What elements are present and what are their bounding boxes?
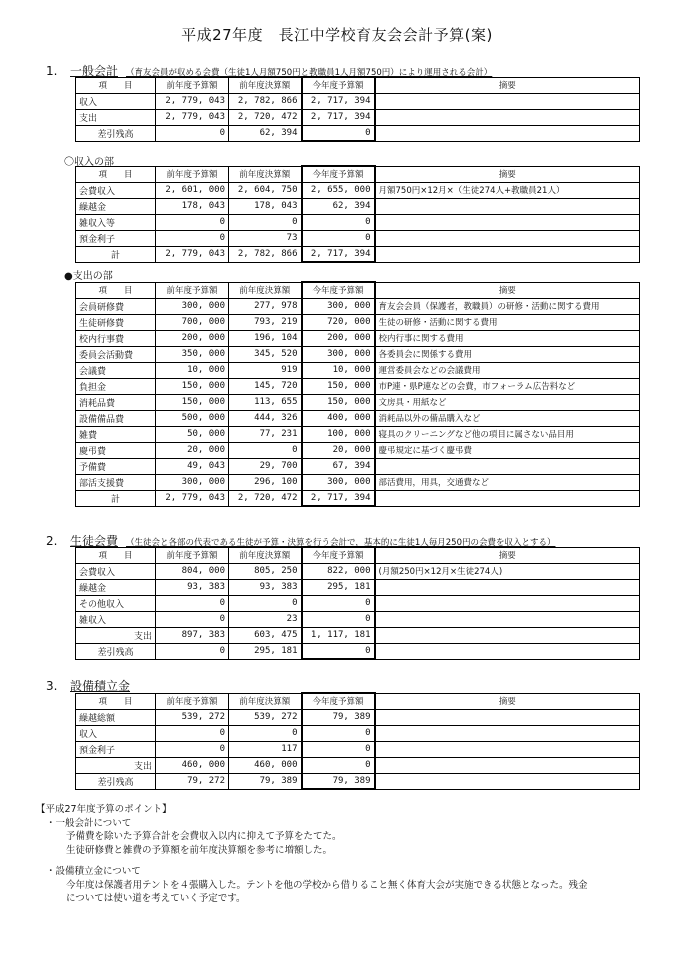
table-row [76,442,640,458]
this-budget-value: 79, 389 [302,773,375,789]
memo-value: 各委員会に関係する費用 [375,346,640,362]
memo-value: 部活費用，用具，交通費など [375,474,640,490]
memo-value: 運営委員会などの会議費用 [375,362,640,378]
memo-value [375,709,640,725]
prev-budget-value: 2, 779, 043 [156,246,229,262]
table-row [76,757,640,773]
budget-points [36,803,588,906]
point-2-line-1: 今年度は保護者用テントを４張購入した。テントを他の学校から借りること無く体育大会が実施できる状態となった。残金 [66,879,588,891]
row-label: 負担金 [76,378,156,394]
row-label: 慶弔費 [76,442,156,458]
prev-settlement-value: 0 [229,725,302,741]
section-note: （生徒会と各部の代表である生徒が予算・決算を行う会計で，基本的に生徒1人毎月250円の会費を収入とする） [126,538,556,548]
row-label: 収入 [76,93,156,109]
table-row [76,458,640,474]
section-name: 生徒会費 [70,534,119,548]
table-row [76,725,640,741]
header-item: 項 目 [76,166,156,182]
prev-settlement-value: 603, 475 [229,627,302,643]
memo-value: 慶弔規定に基づく慶弔費 [375,442,640,458]
memo-value [375,490,640,506]
section-note: （育友会員が収める会費（生徒1人月額750円と教職員1人月額750円）により運用される会計） [126,68,493,78]
row-label: 差引残高 [76,125,156,141]
table-row [76,182,640,198]
table-row [76,214,640,230]
this-budget-value: 2, 655, 000 [302,182,375,198]
header-item: 項 目 [76,693,156,709]
this-budget-value: 300, 000 [302,474,375,490]
row-label: 予備費 [76,458,156,474]
prev-settlement-value: 919 [229,362,302,378]
prev-budget-value: 10, 000 [156,362,229,378]
header-memo: 摘要 [375,547,640,563]
prev-budget-value: 350, 000 [156,346,229,362]
row-label: 会員研修費 [76,298,156,314]
prev-settlement-value: 73 [229,230,302,246]
memo-value [375,579,640,595]
header-item: 項 目 [76,77,156,93]
section-name: 一般会計 [70,64,119,78]
header-memo: 摘要 [375,282,640,298]
prev-settlement-value: 2, 720, 472 [229,490,302,506]
memo-value [375,246,640,262]
header-prev-budget: 前年度予算額 [156,547,229,563]
table-row [76,314,640,330]
table-row [76,230,640,246]
table-row [76,595,640,611]
header-memo: 摘要 [375,693,640,709]
row-label: 会議費 [76,362,156,378]
prev-budget-value: 79, 272 [156,773,229,789]
point-1-line-2: 生徒研修費と雑費の予算額を前年度決算額を参考に増額した。 [66,844,333,856]
memo-value [375,757,640,773]
table-header-row [76,77,640,93]
header-this-budget: 今年度予算額 [302,77,375,93]
this-budget-value: 100, 000 [302,426,375,442]
header-prev-settlement: 前年度決算額 [229,166,302,182]
header-prev-budget: 前年度予算額 [156,693,229,709]
prev-settlement-value: 793, 219 [229,314,302,330]
this-budget-value: 2, 717, 394 [302,109,375,125]
prev-budget-value: 460, 000 [156,757,229,773]
prev-settlement-value: 29, 700 [229,458,302,474]
prev-budget-value: 2, 601, 000 [156,182,229,198]
header-prev-settlement: 前年度決算額 [229,282,302,298]
this-budget-value: 79, 389 [302,709,375,725]
prev-settlement-value: 62, 394 [229,125,302,141]
table-row [76,378,640,394]
table-row [76,709,640,725]
memo-value [375,741,640,757]
prev-budget-value: 500, 000 [156,410,229,426]
prev-settlement-value: 539, 272 [229,709,302,725]
prev-budget-value: 150, 000 [156,394,229,410]
header-item: 項 目 [76,282,156,298]
table-row [76,246,640,262]
prev-settlement-value: 0 [229,214,302,230]
table-row [76,563,640,579]
table-header-row [76,282,640,298]
row-label: 校内行事費 [76,330,156,346]
prev-budget-value: 804, 000 [156,563,229,579]
table-row [76,627,640,643]
this-budget-value: 1, 117, 181 [302,627,375,643]
table-row [76,109,640,125]
row-label: 差引残高 [76,643,156,659]
memo-value: 月額750円×12月×（生徒274人+教職員21人） [375,182,640,198]
memo-value [375,125,640,141]
prev-budget-value: 2, 779, 043 [156,93,229,109]
table-row [76,346,640,362]
row-label: 雑費 [76,426,156,442]
table-header-row [76,547,640,563]
prev-budget-value: 0 [156,125,229,141]
memo-value: 消耗品以外の備品購入など [375,410,640,426]
this-budget-value: 2, 717, 394 [302,490,375,506]
this-budget-value: 0 [302,643,375,659]
row-label: 委員会活動費 [76,346,156,362]
table-header-row [76,166,640,182]
prev-budget-value: 0 [156,214,229,230]
row-label: 支出 [76,109,156,125]
memo-value [375,198,640,214]
table-row [76,490,640,506]
row-label: 支出 [76,757,156,773]
prev-budget-value: 150, 000 [156,378,229,394]
prev-settlement-value: 93, 383 [229,579,302,595]
header-prev-budget: 前年度予算額 [156,282,229,298]
prev-settlement-value: 345, 520 [229,346,302,362]
row-label: 会費収入 [76,563,156,579]
table-row [76,394,640,410]
memo-value [375,214,640,230]
memo-value: 育友会会員（保護者，教職員）の研修・活動に関する費用 [375,298,640,314]
table-row [76,330,640,346]
prev-settlement-value: 196, 104 [229,330,302,346]
section-number: 2. [46,534,58,548]
table-row [76,611,640,627]
this-budget-value: 0 [302,230,375,246]
prev-budget-value: 0 [156,230,229,246]
this-budget-value: 200, 000 [302,330,375,346]
prev-settlement-value: 295, 181 [229,643,302,659]
this-budget-value: 2, 717, 394 [302,246,375,262]
this-budget-value: 0 [302,611,375,627]
prev-settlement-value: 79, 389 [229,773,302,789]
section-number: 1. [46,64,58,78]
memo-value [375,611,640,627]
table-row [76,579,640,595]
income-heading: 〇収入の部 [64,157,114,168]
prev-budget-value: 0 [156,725,229,741]
row-label: 収入 [76,725,156,741]
row-label: 支出 [76,627,156,643]
this-budget-value: 150, 000 [302,394,375,410]
memo-value: 市P連・県P連などの会費，市フォーラム広告料など [375,378,640,394]
header-this-budget: 今年度予算額 [302,282,375,298]
header-this-budget: 今年度予算額 [302,547,375,563]
memo-value: 生徒の研修・活動に関する費用 [375,314,640,330]
table-row [76,741,640,757]
row-label: 雑収入等 [76,214,156,230]
header-prev-settlement: 前年度決算額 [229,547,302,563]
this-budget-value: 150, 000 [302,378,375,394]
prev-budget-value: 93, 383 [156,579,229,595]
row-label: 計 [76,490,156,506]
points-heading: 【平成27年度予算のポイント】 [36,804,172,815]
this-budget-value: 67, 394 [302,458,375,474]
income-table [75,165,640,263]
point-2-title: ・設備積立金について [46,866,141,877]
row-label: 繰越総額 [76,709,156,725]
section-name: 設備積立金 [70,679,131,693]
prev-budget-value: 0 [156,611,229,627]
prev-settlement-value: 145, 720 [229,378,302,394]
table-row [76,198,640,214]
this-budget-value: 0 [302,125,375,141]
header-prev-settlement: 前年度決算額 [229,693,302,709]
table-row [76,410,640,426]
row-label: 預金利子 [76,741,156,757]
row-label: 生徒研修費 [76,314,156,330]
table-row [76,125,640,141]
prev-budget-value: 300, 000 [156,298,229,314]
prev-budget-value: 0 [156,741,229,757]
header-prev-budget: 前年度予算額 [156,166,229,182]
this-budget-value: 20, 000 [302,442,375,458]
point-1-line-1: 予備費を除いた予算合計を会費収入以内に抑えて予算をたてた。 [66,831,342,842]
header-item: 項 目 [76,547,156,563]
prev-settlement-value: 117 [229,741,302,757]
memo-value [375,595,640,611]
prev-settlement-value: 2, 782, 866 [229,246,302,262]
prev-settlement-value: 805, 250 [229,563,302,579]
table-row [76,362,640,378]
this-budget-value: 822, 000 [302,563,375,579]
this-budget-value: 0 [302,214,375,230]
header-this-budget: 今年度予算額 [302,166,375,182]
this-budget-value: 300, 000 [302,298,375,314]
memo-value [375,458,640,474]
table-row [76,643,640,659]
section-number: 3. [46,679,58,693]
this-budget-value: 0 [302,725,375,741]
row-label: 計 [76,246,156,262]
memo-value: (月額250円×12月×生徒274人) [375,563,640,579]
row-label: 消耗品費 [76,394,156,410]
memo-value [375,230,640,246]
prev-settlement-value: 0 [229,595,302,611]
header-prev-budget: 前年度予算額 [156,77,229,93]
row-label: 繰越金 [76,198,156,214]
expense-heading: ●支出の部 [64,271,113,282]
prev-budget-value: 20, 000 [156,442,229,458]
row-label: その他収入 [76,595,156,611]
this-budget-value: 2, 717, 394 [302,93,375,109]
row-label: 預金利子 [76,230,156,246]
row-label: 繰越金 [76,579,156,595]
table-row [76,773,640,789]
prev-settlement-value: 2, 720, 472 [229,109,302,125]
this-budget-value: 400, 000 [302,410,375,426]
prev-budget-value: 897, 383 [156,627,229,643]
row-label: 部活支援費 [76,474,156,490]
this-budget-value: 0 [302,595,375,611]
prev-budget-value: 2, 779, 043 [156,109,229,125]
table-row [76,93,640,109]
prev-budget-value: 539, 272 [156,709,229,725]
prev-settlement-value: 23 [229,611,302,627]
prev-settlement-value: 277, 978 [229,298,302,314]
table-row [76,298,640,314]
prev-settlement-value: 178, 043 [229,198,302,214]
header-memo: 摘要 [375,77,640,93]
this-budget-value: 0 [302,757,375,773]
memo-value: 寝具のクリーニングなど他の項目に属さない品目用 [375,426,640,442]
page-title: 平成27年度 長江中学校育友会会計予算(案) [181,26,493,44]
equipment-fund-table [75,692,640,790]
point-2-line-2: については使い道を考えていく予定です。 [66,893,246,904]
prev-settlement-value: 444, 326 [229,410,302,426]
row-label: 会費収入 [76,182,156,198]
memo-value [375,109,640,125]
this-budget-value: 0 [302,741,375,757]
row-label: 雑収入 [76,611,156,627]
prev-budget-value: 700, 000 [156,314,229,330]
this-budget-value: 295, 181 [302,579,375,595]
prev-settlement-value: 0 [229,442,302,458]
prev-budget-value: 2, 779, 043 [156,490,229,506]
memo-value: 文房具・用紙など [375,394,640,410]
memo-value [375,93,640,109]
table-header-row [76,693,640,709]
memo-value [375,627,640,643]
this-budget-value: 300, 000 [302,346,375,362]
prev-settlement-value: 2, 782, 866 [229,93,302,109]
this-budget-value: 62, 394 [302,198,375,214]
header-this-budget: 今年度予算額 [302,693,375,709]
this-budget-value: 10, 000 [302,362,375,378]
prev-settlement-value: 296, 100 [229,474,302,490]
prev-settlement-value: 2, 604, 750 [229,182,302,198]
memo-value [375,773,640,789]
prev-settlement-value: 460, 000 [229,757,302,773]
prev-budget-value: 178, 043 [156,198,229,214]
header-prev-settlement: 前年度決算額 [229,77,302,93]
memo-value [375,643,640,659]
table-row [76,474,640,490]
prev-budget-value: 50, 000 [156,426,229,442]
prev-settlement-value: 113, 655 [229,394,302,410]
memo-value [375,725,640,741]
memo-value: 校内行事に関する費用 [375,330,640,346]
point-1-title: ・一般会計について [46,817,132,829]
prev-settlement-value: 77, 231 [229,426,302,442]
row-label: 差引残高 [76,773,156,789]
header-memo: 摘要 [375,166,640,182]
student-council-table [75,546,640,660]
prev-budget-value: 200, 000 [156,330,229,346]
prev-budget-value: 300, 000 [156,474,229,490]
row-label: 設備備品費 [76,410,156,426]
prev-budget-value: 0 [156,643,229,659]
prev-budget-value: 49, 043 [156,458,229,474]
prev-budget-value: 0 [156,595,229,611]
table-row [76,426,640,442]
this-budget-value: 720, 000 [302,314,375,330]
expense-table [75,281,640,507]
general-account-table [75,76,640,142]
